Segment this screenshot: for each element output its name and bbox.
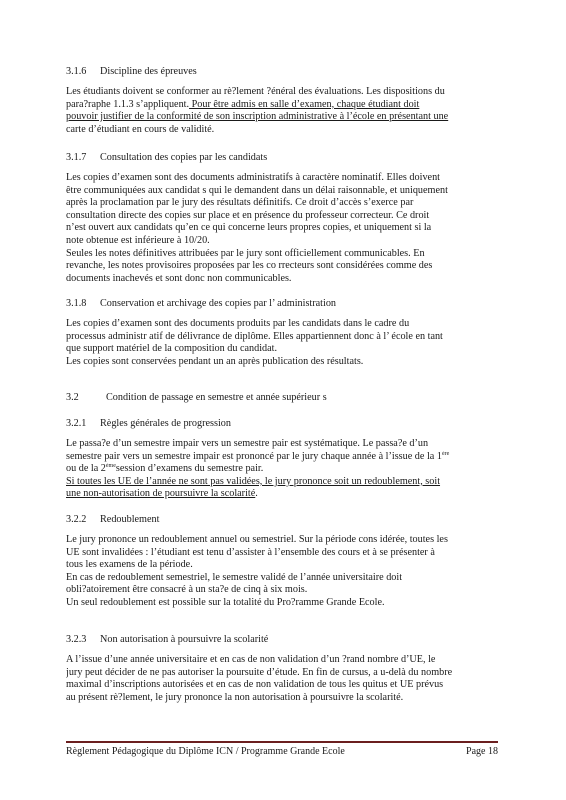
section-heading-3-2-2 <box>66 514 498 526</box>
section-body-3-1-6 <box>66 86 498 136</box>
section-body-3-2-2 <box>66 534 498 610</box>
line-text: Seules les notes définitives attribuées par le jury sont officiellement communicables. En <box>66 247 425 259</box>
section-title: Règles générales de progression <box>100 418 231 429</box>
section-heading-3-2-3 <box>66 634 498 646</box>
text-line <box>66 438 498 451</box>
underlined-text: pouvoir justifier de la conformité de son inscription administrative à l’école en présentant une <box>66 111 449 123</box>
line-text: maximal d’inscriptions autorisées et en cas de non validation de tous les quitus et UE prévus <box>66 679 444 691</box>
line-text: revanche, les notes provisoires proposées par les co rrecteurs sont considérées comme des <box>66 260 433 272</box>
text-line <box>66 584 498 597</box>
text-line <box>66 99 498 112</box>
line-text: n’est ouvert aux candidats qu’en ce qui concerne leurs propres copies, et uniquement si la <box>66 222 432 234</box>
text-line <box>66 172 498 185</box>
line-text: documents inachevés et sont donc non communicables. <box>66 272 292 284</box>
section-heading-3-1-8 <box>66 298 498 310</box>
section-title: Conservation et archivage des copies par l’ administration <box>100 298 337 309</box>
section-number: 3.2.1 <box>66 418 87 429</box>
line-text: Les copies d’examen sont des documents produits par les candidats dans le cadre du <box>66 318 410 329</box>
text-line <box>66 222 498 235</box>
text-line <box>66 111 498 124</box>
line-text: au présent rè?lement, le jury prononce la non autorisation à poursuivre la scolarité. <box>66 691 404 703</box>
text-line <box>66 488 498 501</box>
section-heading-3-1-6 <box>66 66 498 78</box>
line-text: carte d’étudiant en cours de validité. <box>66 123 215 135</box>
line-text: Le passa?e d’un semestre impair vers un semestre pair est systématique. Le passa?e d’un <box>66 438 429 449</box>
text-line <box>66 451 498 464</box>
line-text: être communiquées aux candidat s qui le demandent dans un délai raisonnable, et uniquement <box>66 184 448 196</box>
line-text: para?raphe 1.1.3 s’appliquent. <box>66 98 190 110</box>
line-text: tous les examens de la période. <box>66 559 193 571</box>
text-line <box>66 692 498 705</box>
section-title: Condition de passage en semestre et année supérieur s <box>106 392 327 403</box>
section-number: 3.2 <box>66 392 79 403</box>
text-line <box>66 476 498 489</box>
text-line <box>66 210 498 223</box>
text-line <box>66 260 498 273</box>
section-heading-3-2 <box>66 392 498 404</box>
line-text: après la proclamation par le jury des résultats définitifs. Ce droit d’accès s’exerce par <box>66 197 414 209</box>
text-line <box>66 572 498 585</box>
line-text: . <box>255 488 258 500</box>
line-text: processus administr atif de délivrance de diplôme. Elles appartiennent donc à l’ école en tant <box>66 330 443 342</box>
line-text: UE sont invalidées : l’étudiant est tenu d’assister à l’ensemble des cours et à se présenter à <box>66 546 435 558</box>
underlined-text: Pour être admis en salle d’examen, chaque étudiant doit <box>189 98 420 110</box>
section-number: 3.2.3 <box>66 634 87 645</box>
text-line <box>66 667 498 680</box>
section-title: Non autorisation à poursuivre la scolarité <box>100 634 269 645</box>
text-line <box>66 235 498 248</box>
line-text: session d’examens du semestre pair. <box>115 463 264 475</box>
section-body-3-1-8 <box>66 318 498 368</box>
line-text: Le jury prononce un redoublement annuel ou semestriel. Sur la période cons idérée, toutes les <box>66 534 448 545</box>
text-line <box>66 463 498 476</box>
line-text: note obtenue est inférieure à 10/20. <box>66 234 210 246</box>
section-number: 3.2.2 <box>66 514 87 525</box>
section-heading-3-2-1 <box>66 418 498 430</box>
page-number: Page 18 <box>466 746 498 757</box>
line-text: En cas de redoublement semestriel, le semestre validé de l’année universitaire doit <box>66 571 403 583</box>
section-body-3-1-7 <box>66 172 498 285</box>
text-line <box>66 197 498 210</box>
line-text: Les copies sont conservées pendant un an après publication des résultats. <box>66 355 364 367</box>
text-line <box>66 597 498 610</box>
superscript: ème <box>105 463 116 470</box>
text-line <box>66 124 498 137</box>
footer-title: Règlement Pédagogique du Diplôme ICN / Programme Grande Ecole <box>66 746 345 757</box>
text-line <box>66 248 498 261</box>
line-text: consultation directe des copies sur place et en présence du professeur correcteur. Ce droit <box>66 209 430 221</box>
section-body-3-2-3 <box>66 654 498 704</box>
section-number: 3.1.6 <box>66 66 87 77</box>
text-line <box>66 654 498 667</box>
text-line <box>66 86 498 99</box>
text-line <box>66 559 498 572</box>
text-line <box>66 331 498 344</box>
section-number: 3.1.7 <box>66 152 87 163</box>
text-line <box>66 547 498 560</box>
line-text: Les copies d’examen sont des documents administratifs à caractère nominatif. Elles doivent <box>66 172 440 183</box>
superscript: ère <box>441 450 450 457</box>
text-line <box>66 356 498 369</box>
section-body-3-2-1 <box>66 438 498 501</box>
line-text: obli?atoirement être consacré à un sta?e de cinq à six mois. <box>66 584 308 596</box>
line-text: semestre pair vers un semestre impair est prononcé par le jury chaque année à l’issue de la 1 <box>66 450 442 462</box>
text-line <box>66 185 498 198</box>
text-line <box>66 534 498 547</box>
line-text: jury peut décider de ne pas autoriser la poursuite d’étude. En fin de cursus, a u-delà du nombre <box>66 666 453 678</box>
text-line <box>66 343 498 356</box>
section-number: 3.1.8 <box>66 298 87 309</box>
line-text: Un seul redoublement est possible sur la totalité du Pro?ramme Grande Ecole. <box>66 596 385 608</box>
line-text: ou de la 2 <box>66 463 106 475</box>
footer-text <box>66 746 498 757</box>
footer-rule <box>66 741 498 743</box>
underlined-text: Si toutes les UE de l’année ne sont pas validées, le jury prononce soit un redoublement, soit <box>66 475 441 487</box>
section-heading-3-1-7 <box>66 152 498 164</box>
section-title: Consultation des copies par les candidats <box>100 152 268 163</box>
section-title: Discipline des épreuves <box>100 66 197 77</box>
text-line <box>66 318 498 331</box>
line-text: Les étudiants doivent se conformer au rè?lement ?énéral des évaluations. Les dispositions du <box>66 86 445 97</box>
underlined-text: une non-autorisation de poursuivre la scolarité <box>66 488 256 500</box>
line-text: A l’issue d’une année universitaire et en cas de non validation d’un ?rand nombre d’UE, le <box>66 654 436 665</box>
text-line <box>66 679 498 692</box>
section-title: Redoublement <box>100 514 160 525</box>
page-footer <box>66 741 498 757</box>
text-line <box>66 273 498 286</box>
line-text: que support matériel de la composition du candidat. <box>66 343 278 355</box>
